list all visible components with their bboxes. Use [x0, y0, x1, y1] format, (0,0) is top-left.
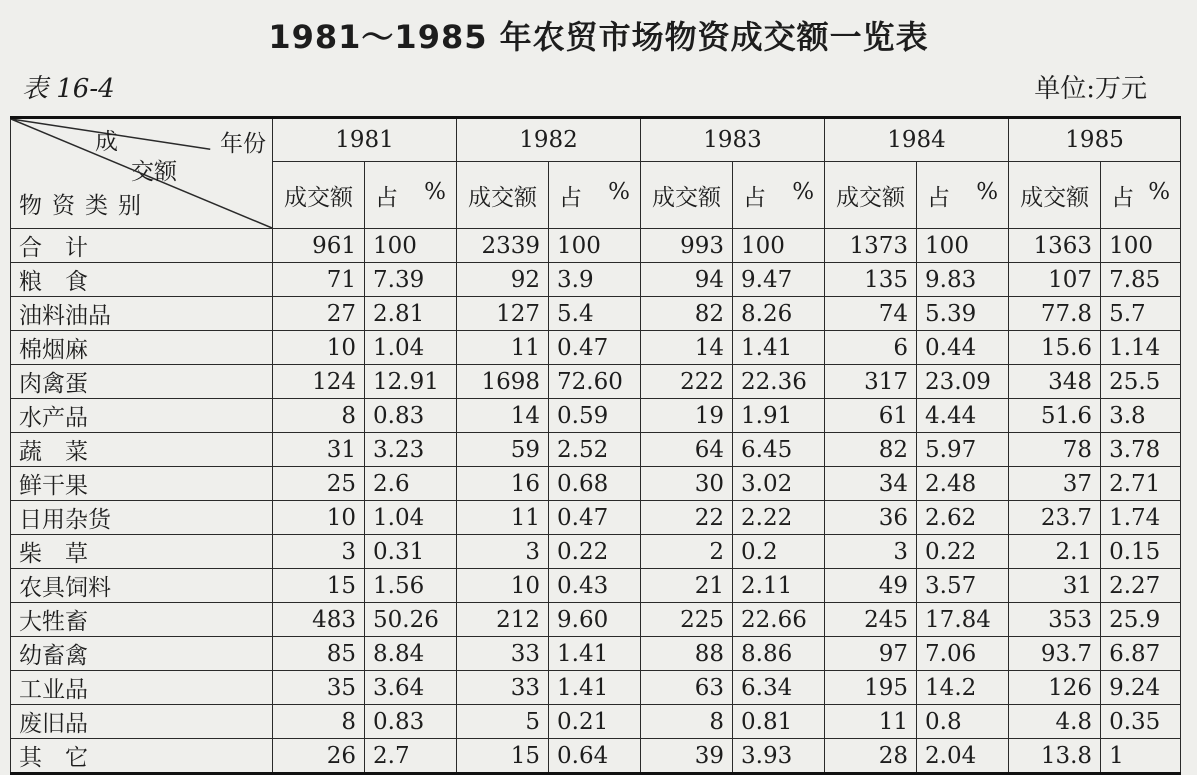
percent-cell: 25.5 — [1101, 365, 1181, 399]
table-row — [11, 705, 1181, 739]
amount-cell: 2339 — [457, 229, 549, 263]
percent-cell: 0.47 — [549, 331, 641, 365]
percent-cell: 1 — [1101, 739, 1181, 774]
percent-cell: 1.04 — [365, 331, 457, 365]
amount-cell: 348 — [1009, 365, 1101, 399]
amount-cell: 14 — [457, 399, 549, 433]
amount-cell: 1698 — [457, 365, 549, 399]
year-header-1985: 1985 — [1009, 118, 1181, 162]
percent-cell: 9.60 — [549, 603, 641, 637]
amount-cell: 1363 — [1009, 229, 1101, 263]
amount-cell: 33 — [457, 671, 549, 705]
category-cell: 合 计 — [11, 229, 273, 263]
percent-cell: 7.39 — [365, 263, 457, 297]
corner-deal-label-2: 交额 — [131, 159, 177, 185]
amount-header: 成交额 — [457, 162, 549, 229]
table-row — [11, 263, 1181, 297]
percent-cell: 0.64 — [549, 739, 641, 774]
amount-cell: 27 — [273, 297, 365, 331]
percent-cell: 1.04 — [365, 501, 457, 535]
year-header-1981: 1981 — [273, 118, 457, 162]
table-row — [11, 365, 1181, 399]
percent-cell: 3.8 — [1101, 399, 1181, 433]
amount-cell: 11 — [825, 705, 917, 739]
percent-cell: 3.78 — [1101, 433, 1181, 467]
percent-cell: 6.45 — [733, 433, 825, 467]
amount-cell: 126 — [1009, 671, 1101, 705]
amount-cell: 222 — [641, 365, 733, 399]
percent-cell: 0.43 — [549, 569, 641, 603]
table-row — [11, 603, 1181, 637]
percent-cell: 5.4 — [549, 297, 641, 331]
percent-header-text — [1109, 179, 1172, 212]
percent-cell: 7.85 — [1101, 263, 1181, 297]
amount-cell: 34 — [825, 467, 917, 501]
percent-cell: 0.31 — [365, 535, 457, 569]
percent-cell: 1.56 — [365, 569, 457, 603]
amount-cell: 16 — [457, 467, 549, 501]
percent-cell: 0.21 — [549, 705, 641, 739]
amount-cell: 22 — [641, 501, 733, 535]
amount-cell: 59 — [457, 433, 549, 467]
percent-header-text — [557, 179, 632, 212]
percent-cell: 4.44 — [917, 399, 1009, 433]
category-cell: 鲜干果 — [11, 467, 273, 501]
percent-cell: 0.8 — [917, 705, 1009, 739]
amount-cell: 21 — [641, 569, 733, 603]
year-header-1982: 1982 — [457, 118, 641, 162]
amount-cell: 51.6 — [1009, 399, 1101, 433]
percent-cell: 9.83 — [917, 263, 1009, 297]
amount-cell: 31 — [273, 433, 365, 467]
amount-cell: 13.8 — [1009, 739, 1101, 774]
percent-cell: 2.48 — [917, 467, 1009, 501]
amount-cell: 82 — [641, 297, 733, 331]
amount-cell: 33 — [457, 637, 549, 671]
percent-cell: 3.64 — [365, 671, 457, 705]
percent-cell: 2.6 — [365, 467, 457, 501]
percent-cell: 0.81 — [733, 705, 825, 739]
amount-cell: 36 — [825, 501, 917, 535]
category-cell: 大牲畜 — [11, 603, 273, 637]
amount-cell: 8 — [641, 705, 733, 739]
percent-cell: 2.7 — [365, 739, 457, 774]
table-row — [11, 501, 1181, 535]
amount-cell: 63 — [641, 671, 733, 705]
category-cell: 废旧品 — [11, 705, 273, 739]
percent-cell: 100 — [549, 229, 641, 263]
percent-cell: 0.59 — [549, 399, 641, 433]
table-row — [11, 331, 1181, 365]
amount-cell: 483 — [273, 603, 365, 637]
percent-cell: 25.9 — [1101, 603, 1181, 637]
amount-cell: 14 — [641, 331, 733, 365]
percent-cell: 8.86 — [733, 637, 825, 671]
page-title: 1981～1985 年农贸市场物资成交额一览表 — [268, 18, 929, 56]
percent-cell: 2.27 — [1101, 569, 1181, 603]
percent-cell: 8.26 — [733, 297, 825, 331]
percent-header-text — [741, 179, 816, 212]
percent-cell: 0.35 — [1101, 705, 1181, 739]
percent-cell: 9.24 — [1101, 671, 1181, 705]
percent-cell: 100 — [733, 229, 825, 263]
amount-cell: 78 — [1009, 433, 1101, 467]
percent-cell: 100 — [1101, 229, 1181, 263]
percent-header-label: 占 — [1111, 184, 1135, 211]
amount-cell: 10 — [457, 569, 549, 603]
percent-header — [1101, 162, 1181, 229]
percent-sign: % — [976, 178, 999, 205]
percent-cell: 100 — [917, 229, 1009, 263]
amount-cell: 82 — [825, 433, 917, 467]
amount-cell: 225 — [641, 603, 733, 637]
percent-header-label: 占 — [559, 184, 583, 211]
table-row — [11, 569, 1181, 603]
category-cell: 肉禽蛋 — [11, 365, 273, 399]
amount-cell: 6 — [825, 331, 917, 365]
amount-cell: 3 — [273, 535, 365, 569]
percent-sign: % — [792, 178, 815, 205]
amount-cell: 30 — [641, 467, 733, 501]
trade-volume-table — [10, 116, 1181, 775]
amount-cell: 107 — [1009, 263, 1101, 297]
percent-header-text — [373, 179, 448, 212]
table-row — [11, 637, 1181, 671]
percent-cell: 72.60 — [549, 365, 641, 399]
percent-header — [549, 162, 641, 229]
amount-cell: 15 — [457, 739, 549, 774]
percent-cell: 7.06 — [917, 637, 1009, 671]
amount-cell: 74 — [825, 297, 917, 331]
percent-cell: 1.14 — [1101, 331, 1181, 365]
percent-cell: 22.36 — [733, 365, 825, 399]
amount-cell: 5 — [457, 705, 549, 739]
amount-cell: 88 — [641, 637, 733, 671]
amount-cell: 127 — [457, 297, 549, 331]
year-header-row — [11, 118, 1181, 162]
percent-cell: 5.39 — [917, 297, 1009, 331]
percent-sign: % — [1148, 178, 1171, 205]
table-row — [11, 535, 1181, 569]
amount-cell: 37 — [1009, 467, 1101, 501]
amount-cell: 61 — [825, 399, 917, 433]
amount-cell: 3 — [457, 535, 549, 569]
percent-cell: 50.26 — [365, 603, 457, 637]
amount-cell: 35 — [273, 671, 365, 705]
amount-cell: 2.1 — [1009, 535, 1101, 569]
percent-cell: 3.02 — [733, 467, 825, 501]
percent-cell: 2.62 — [917, 501, 1009, 535]
table-number: 表 16-4 — [22, 74, 115, 104]
amount-cell: 1373 — [825, 229, 917, 263]
amount-cell: 49 — [825, 569, 917, 603]
percent-cell: 0.47 — [549, 501, 641, 535]
percent-header-label: 占 — [743, 184, 767, 211]
amount-cell: 124 — [273, 365, 365, 399]
percent-header — [365, 162, 457, 229]
table-row — [11, 399, 1181, 433]
amount-cell: 28 — [825, 739, 917, 774]
percent-cell: 0.22 — [549, 535, 641, 569]
percent-cell: 2.81 — [365, 297, 457, 331]
table-row — [11, 671, 1181, 705]
percent-cell: 0.83 — [365, 399, 457, 433]
amount-cell: 71 — [273, 263, 365, 297]
percent-cell: 14.2 — [917, 671, 1009, 705]
corner-deal-label-1: 成 — [95, 129, 118, 155]
amount-cell: 135 — [825, 263, 917, 297]
corner-header-cell — [11, 118, 273, 229]
table-row — [11, 297, 1181, 331]
percent-cell: 2.52 — [549, 433, 641, 467]
amount-cell: 92 — [457, 263, 549, 297]
percent-cell: 3.23 — [365, 433, 457, 467]
percent-cell: 0.44 — [917, 331, 1009, 365]
percent-cell: 1.41 — [733, 331, 825, 365]
amount-cell: 353 — [1009, 603, 1101, 637]
amount-cell: 212 — [457, 603, 549, 637]
percent-cell: 1.91 — [733, 399, 825, 433]
percent-header — [733, 162, 825, 229]
percent-header-label: 占 — [375, 184, 398, 211]
amount-cell: 993 — [641, 229, 733, 263]
amount-cell: 8 — [273, 399, 365, 433]
amount-cell: 8 — [273, 705, 365, 739]
table-row — [11, 467, 1181, 501]
category-cell: 棉烟麻 — [11, 331, 273, 365]
percent-cell: 3.93 — [733, 739, 825, 774]
percent-cell: 6.34 — [733, 671, 825, 705]
percent-cell: 1.74 — [1101, 501, 1181, 535]
amount-cell: 26 — [273, 739, 365, 774]
percent-cell: 3.9 — [549, 263, 641, 297]
percent-cell: 5.7 — [1101, 297, 1181, 331]
percent-cell: 22.66 — [733, 603, 825, 637]
amount-cell: 85 — [273, 637, 365, 671]
amount-cell: 94 — [641, 263, 733, 297]
amount-cell: 15 — [273, 569, 365, 603]
percent-cell: 1.41 — [549, 637, 641, 671]
amount-cell: 97 — [825, 637, 917, 671]
year-header-1983: 1983 — [641, 118, 825, 162]
percent-cell: 5.97 — [917, 433, 1009, 467]
amount-cell: 15.6 — [1009, 331, 1101, 365]
amount-cell: 11 — [457, 331, 549, 365]
percent-cell: 12.91 — [365, 365, 457, 399]
percent-cell: 6.87 — [1101, 637, 1181, 671]
amount-cell: 10 — [273, 331, 365, 365]
amount-cell: 64 — [641, 433, 733, 467]
amount-cell: 245 — [825, 603, 917, 637]
percent-cell: 0.68 — [549, 467, 641, 501]
percent-header — [917, 162, 1009, 229]
percent-cell: 2.04 — [917, 739, 1009, 774]
percent-sign: % — [608, 178, 631, 205]
amount-cell: 93.7 — [1009, 637, 1101, 671]
amount-cell: 77.8 — [1009, 297, 1101, 331]
percent-cell: 9.47 — [733, 263, 825, 297]
amount-cell: 23.7 — [1009, 501, 1101, 535]
category-cell: 油料油品 — [11, 297, 273, 331]
amount-cell: 3 — [825, 535, 917, 569]
percent-cell: 2.11 — [733, 569, 825, 603]
amount-cell: 195 — [825, 671, 917, 705]
percent-header-text — [925, 179, 1000, 212]
table-row — [11, 433, 1181, 467]
amount-cell: 4.8 — [1009, 705, 1101, 739]
corner-year-label: 年份 — [220, 131, 266, 157]
percent-cell: 2.71 — [1101, 467, 1181, 501]
amount-cell: 10 — [273, 501, 365, 535]
percent-cell: 3.57 — [917, 569, 1009, 603]
percent-cell: 0.22 — [917, 535, 1009, 569]
category-cell: 日用杂货 — [11, 501, 273, 535]
table-row — [11, 229, 1181, 263]
percent-cell: 23.09 — [917, 365, 1009, 399]
percent-header-label: 占 — [927, 184, 951, 211]
category-cell: 粮 食 — [11, 263, 273, 297]
percent-cell: 0.2 — [733, 535, 825, 569]
table-body — [11, 229, 1181, 774]
amount-header: 成交额 — [641, 162, 733, 229]
percent-cell: 1.41 — [549, 671, 641, 705]
percent-cell: 8.84 — [365, 637, 457, 671]
percent-cell: 100 — [365, 229, 457, 263]
percent-cell: 0.83 — [365, 705, 457, 739]
amount-cell: 31 — [1009, 569, 1101, 603]
category-cell: 蔬 菜 — [11, 433, 273, 467]
table-row — [11, 739, 1181, 774]
amount-header: 成交额 — [273, 162, 365, 229]
category-cell: 水产品 — [11, 399, 273, 433]
corner-category-label: 物资类别 — [19, 193, 151, 219]
amount-cell: 2 — [641, 535, 733, 569]
category-cell: 工业品 — [11, 671, 273, 705]
unit-label: 单位:万元 — [1034, 74, 1147, 104]
amount-header: 成交额 — [1009, 162, 1101, 229]
percent-cell: 17.84 — [917, 603, 1009, 637]
percent-cell: 0.15 — [1101, 535, 1181, 569]
year-header-1984: 1984 — [825, 118, 1009, 162]
amount-header: 成交额 — [825, 162, 917, 229]
category-cell: 柴 草 — [11, 535, 273, 569]
amount-cell: 11 — [457, 501, 549, 535]
amount-cell: 39 — [641, 739, 733, 774]
amount-cell: 19 — [641, 399, 733, 433]
percent-sign: % — [424, 178, 447, 205]
amount-cell: 25 — [273, 467, 365, 501]
percent-cell: 2.22 — [733, 501, 825, 535]
category-cell: 幼畜禽 — [11, 637, 273, 671]
amount-cell: 961 — [273, 229, 365, 263]
category-cell: 农具饲料 — [11, 569, 273, 603]
amount-cell: 317 — [825, 365, 917, 399]
category-cell: 其 它 — [11, 739, 273, 774]
